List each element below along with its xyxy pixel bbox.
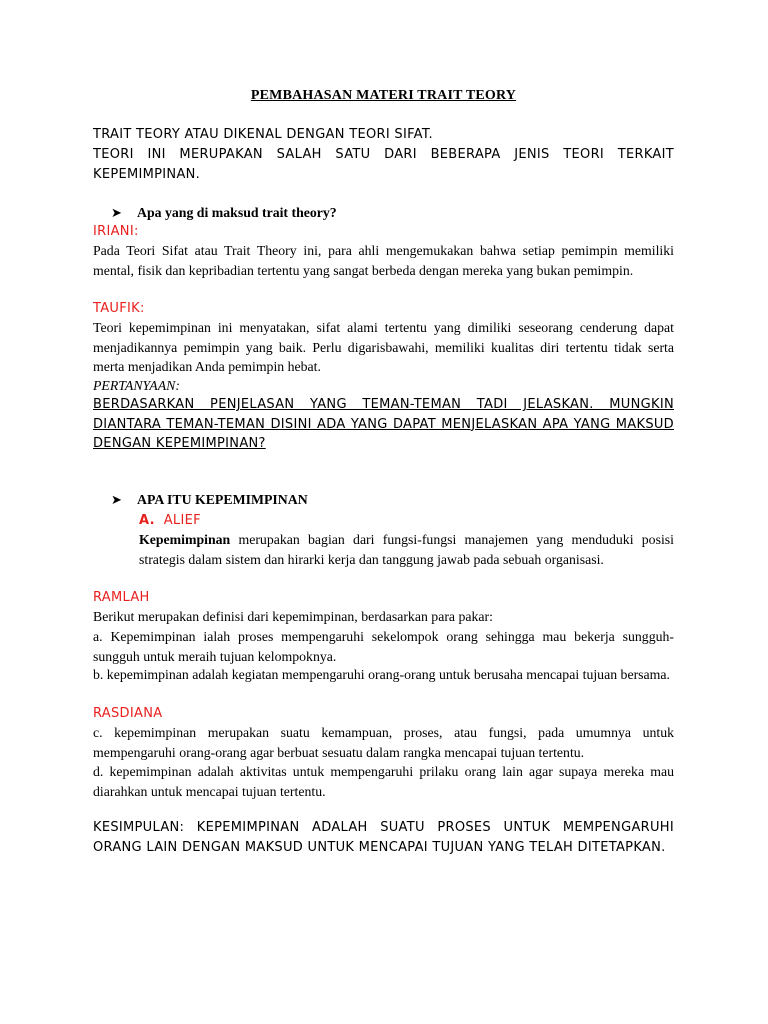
ramlah-definition-a: a. Kepemimpinan ialah proses mempengaruhi sekelompok orang sehingga mau bekerja sungguh- sungguh untuk meraih tujuan kelompoknya. bbox=[93, 629, 674, 664]
intro-line-2: TEORI INI MERUPAKAN SALAH SATU DARI BEBERAPA JENIS TEORI TERKAIT bbox=[93, 147, 674, 162]
iriani-answer: Pada Teori Sifat atau Trait Theory ini, para ahli mengemukakan bahwa setiap pemimpin memiliki mental, fisik dan kepribadian tertentu yang sangat berbeda dengan mereka yang bukan pemimpin. bbox=[93, 243, 674, 278]
speaker-iriani: IRIANI: bbox=[93, 224, 139, 239]
taufik-answer: Teori kepemimpinan ini menyatakan, sifat alami tertentu yang dimiliki seseorang cenderung dapat menjadikannya pemimpin yang baik. Perlu digarisbawahi, memiliki kualitas diri tertentu tidak serta merta menjadikan Anda pemimpin hebat. bbox=[93, 320, 674, 374]
alief-answer bbox=[139, 530, 674, 569]
section1-heading-row bbox=[111, 203, 337, 222]
ramlah-intro: Berikut merupakan definisi dari kepemimpinan, berdasarkan para pakar: bbox=[93, 609, 493, 624]
arrow-bullet-icon: ➤ bbox=[111, 205, 122, 220]
rasdiana-definition-c: c. kepemimpinan merupakan suatu kemampuan, proses, atau fungsi, pada umumnya untuk mempengaruhi orang-orang agar berbuat sesuatu dalam rangka mencapai tujuan tertentu. bbox=[93, 725, 674, 760]
question-text: BERDASARKAN PENJELASAN YANG TEMAN-TEMAN TADI JELASKAN. MUNGKIN DIANTARA TEMAN-TEMAN DISINI ADA YANG DAPAT MENJELASKAN APA YANG MAKSUD DENGAN KEPEMIMPINAN? bbox=[93, 397, 674, 451]
intro-line-1: TRAIT TEORY ATAU DIKENAL DENGAN TEORI SIFAT. bbox=[93, 127, 433, 142]
section2-heading-row bbox=[111, 490, 308, 509]
speaker-alief: ALIEF bbox=[163, 513, 201, 528]
intro-line-3: KEPEMIMPINAN. bbox=[93, 167, 201, 182]
section1-heading: Apa yang di maksud trait theory? bbox=[137, 205, 337, 220]
ramlah-definition-b: b. kepemimpinan adalah kegiatan mempengaruhi orang-orang untuk berusaha mencapai tujuan bersama. bbox=[93, 667, 670, 682]
alief-text: merupakan bagian dari fungsi-fungsi manajemen yang menduduki posisi strategis dalam sistem dan hirarki kerja dan tanggung jawab pada sebuah organisasi. bbox=[139, 532, 674, 567]
document-title: PEMBAHASAN MATERI TRAIT TEORY bbox=[250, 88, 517, 103]
alief-term: Kepemimpinan bbox=[139, 532, 231, 547]
section2-heading: APA ITU KEPEMIMPINAN bbox=[137, 492, 308, 507]
speaker-alief-row bbox=[139, 511, 674, 531]
alief-marker: A. bbox=[139, 513, 155, 528]
conclusion: KESIMPULAN: KEPEMIMPINAN ADALAH SUATU PROSES UNTUK MEMPENGARUHI ORANG LAIN DENGAN MAKSUD UNTUK MENCAPAI TUJUAN YANG TELAH DITETAPKAN. bbox=[93, 820, 674, 855]
rasdiana-definition-d: d. kepemimpinan adalah aktivitas untuk mempengaruhi prilaku orang lain agar supaya mereka mau diarahkan untuk mencapai tujuan tertentu. bbox=[93, 764, 674, 799]
speaker-ramlah: RAMLAH bbox=[93, 590, 150, 605]
speaker-taufik: TAUFIK: bbox=[93, 301, 145, 316]
arrow-bullet-icon: ➤ bbox=[111, 492, 122, 507]
speaker-rasdiana: RASDIANA bbox=[93, 706, 163, 721]
question-label: PERTANYAAN: bbox=[93, 378, 180, 393]
